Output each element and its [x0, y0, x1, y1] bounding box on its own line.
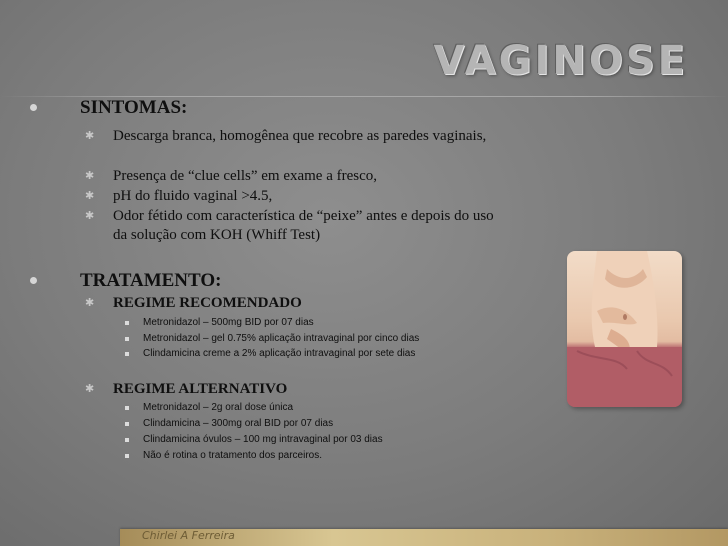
tratamento-heading: TRATAMENTO:	[80, 270, 222, 291]
square-bullet-icon	[125, 337, 129, 341]
footer-author: Chirlei A Ferreira	[142, 529, 235, 542]
torso-photo	[567, 251, 682, 407]
star-bullet-icon: ✱	[85, 190, 95, 202]
square-bullet-icon	[125, 454, 129, 458]
star-bullet-icon: ✱	[85, 130, 95, 142]
bullet-dot-icon	[30, 104, 37, 111]
square-bullet-icon	[125, 438, 129, 442]
star-bullet-icon: ✱	[85, 383, 95, 395]
footer-bar	[120, 529, 728, 546]
star-bullet-icon: ✱	[85, 170, 95, 182]
sintomas-heading: SINTOMAS:	[80, 97, 188, 118]
star-bullet-icon: ✱	[85, 297, 95, 309]
square-bullet-icon	[125, 321, 129, 325]
square-bullet-icon	[125, 406, 129, 410]
square-bullet-icon	[125, 352, 129, 356]
torso-illustration	[567, 251, 682, 407]
slide-title: VAGINOSE	[433, 38, 688, 84]
bullet-dot-icon	[30, 277, 37, 284]
square-bullet-icon	[125, 422, 129, 426]
star-bullet-icon: ✱	[85, 210, 95, 222]
